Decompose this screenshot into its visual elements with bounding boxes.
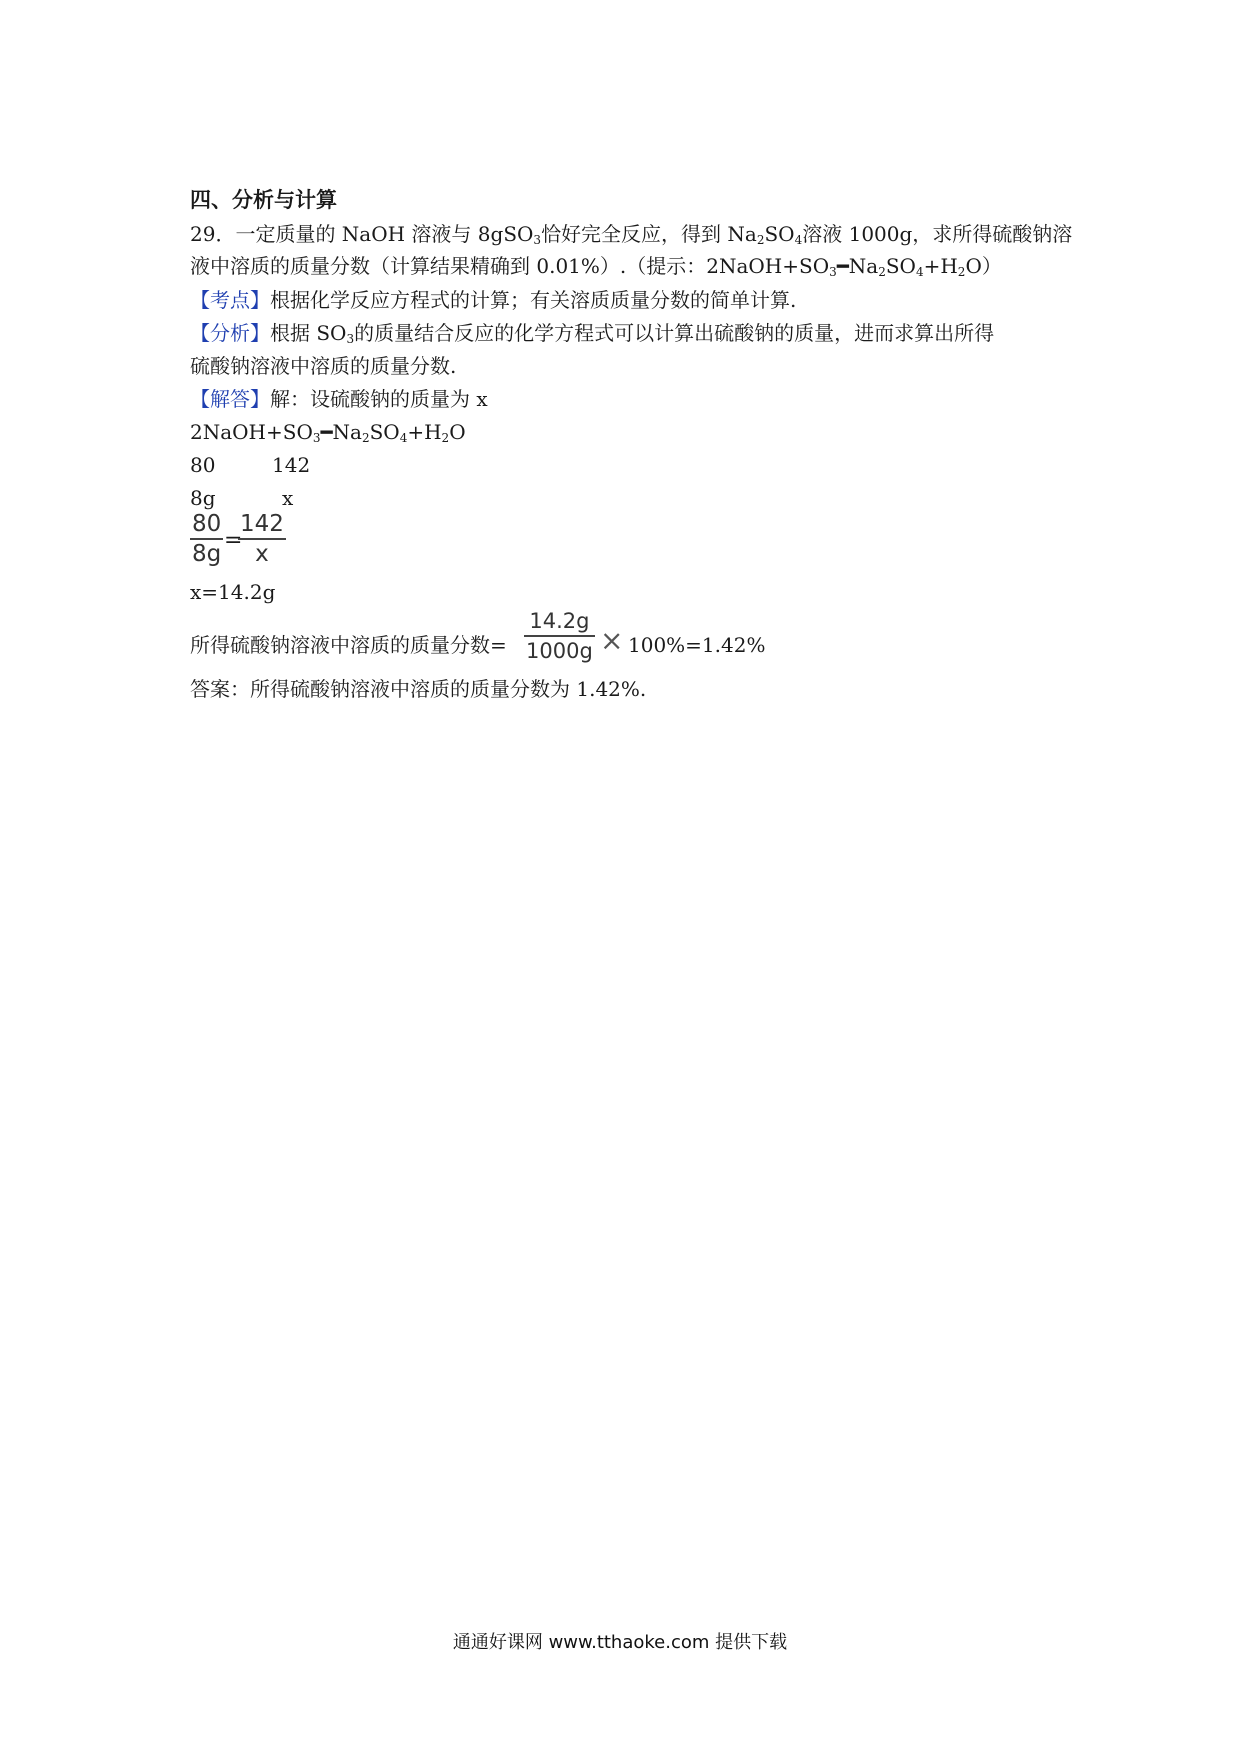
fenxi-tag: 【分析】 — [190, 321, 270, 345]
molar-mass-row: 80 142 — [190, 453, 311, 477]
final-answer: 答案：所得硫酸钠溶液中溶质的质量分数为 1.42%. — [190, 677, 647, 701]
question-line-1: 29．一定质量的 NaOH 溶液与 8gSO$_3$恰好完全反应，得到 $Na_2SO_4$溶液 1000g，求所得硫酸钠溶 — [190, 222, 1073, 247]
mass-fraction-result: 100%=1.42% — [628, 633, 766, 657]
fraction-equals: = — [224, 528, 243, 553]
kaodian-text: 根据化学反应方程式的计算；有关溶质质量分数的简单计算. — [270, 288, 797, 312]
section-title: 四、分析与计算 — [190, 188, 337, 212]
result-x: x=14.2g — [190, 580, 276, 604]
jieda-tag: 【解答】 — [190, 387, 270, 411]
fraction-14.2g-over-1000g: 14.2g 1000g — [526, 609, 593, 663]
fenxi-line-2: 硫酸钠溶液中溶质的质量分数. — [190, 354, 457, 378]
fraction-80-over-8g: 80 8g — [192, 511, 222, 567]
footer-text: 通通好课网 www.tthaoke.com 提供下载 — [452, 1632, 788, 1653]
kaodian-line — [190, 286, 796, 314]
question-number: 29． — [190, 222, 236, 246]
jieda-line — [190, 385, 488, 413]
kaodian-tag: 【考点】 — [190, 288, 270, 312]
fraction-142-over-x: 142 x — [240, 511, 284, 567]
times-sign: × — [600, 624, 624, 657]
jieda-text: 解：设硫酸钠的质量为 x — [270, 387, 488, 411]
reaction-equation: $2NaOH+SO_3━Na_2SO_4+H_2O$ — [190, 420, 466, 445]
fenxi-line-1: 【分析】根据 $SO_3$的质量结合反应的化学方程式可以计算出硫酸钠的质量，进而求算出所得 — [190, 321, 995, 346]
mass-fraction-label: 所得硫酸钠溶液中溶质的质量分数= — [190, 633, 507, 657]
mass-row: 8g x — [190, 486, 294, 510]
question-line-2: 液中溶质的质量分数（计算结果精确到 0.01%）.（提示：$2NaOH+SO_3━Na_2SO_4+H_2O$） — [190, 254, 1002, 279]
